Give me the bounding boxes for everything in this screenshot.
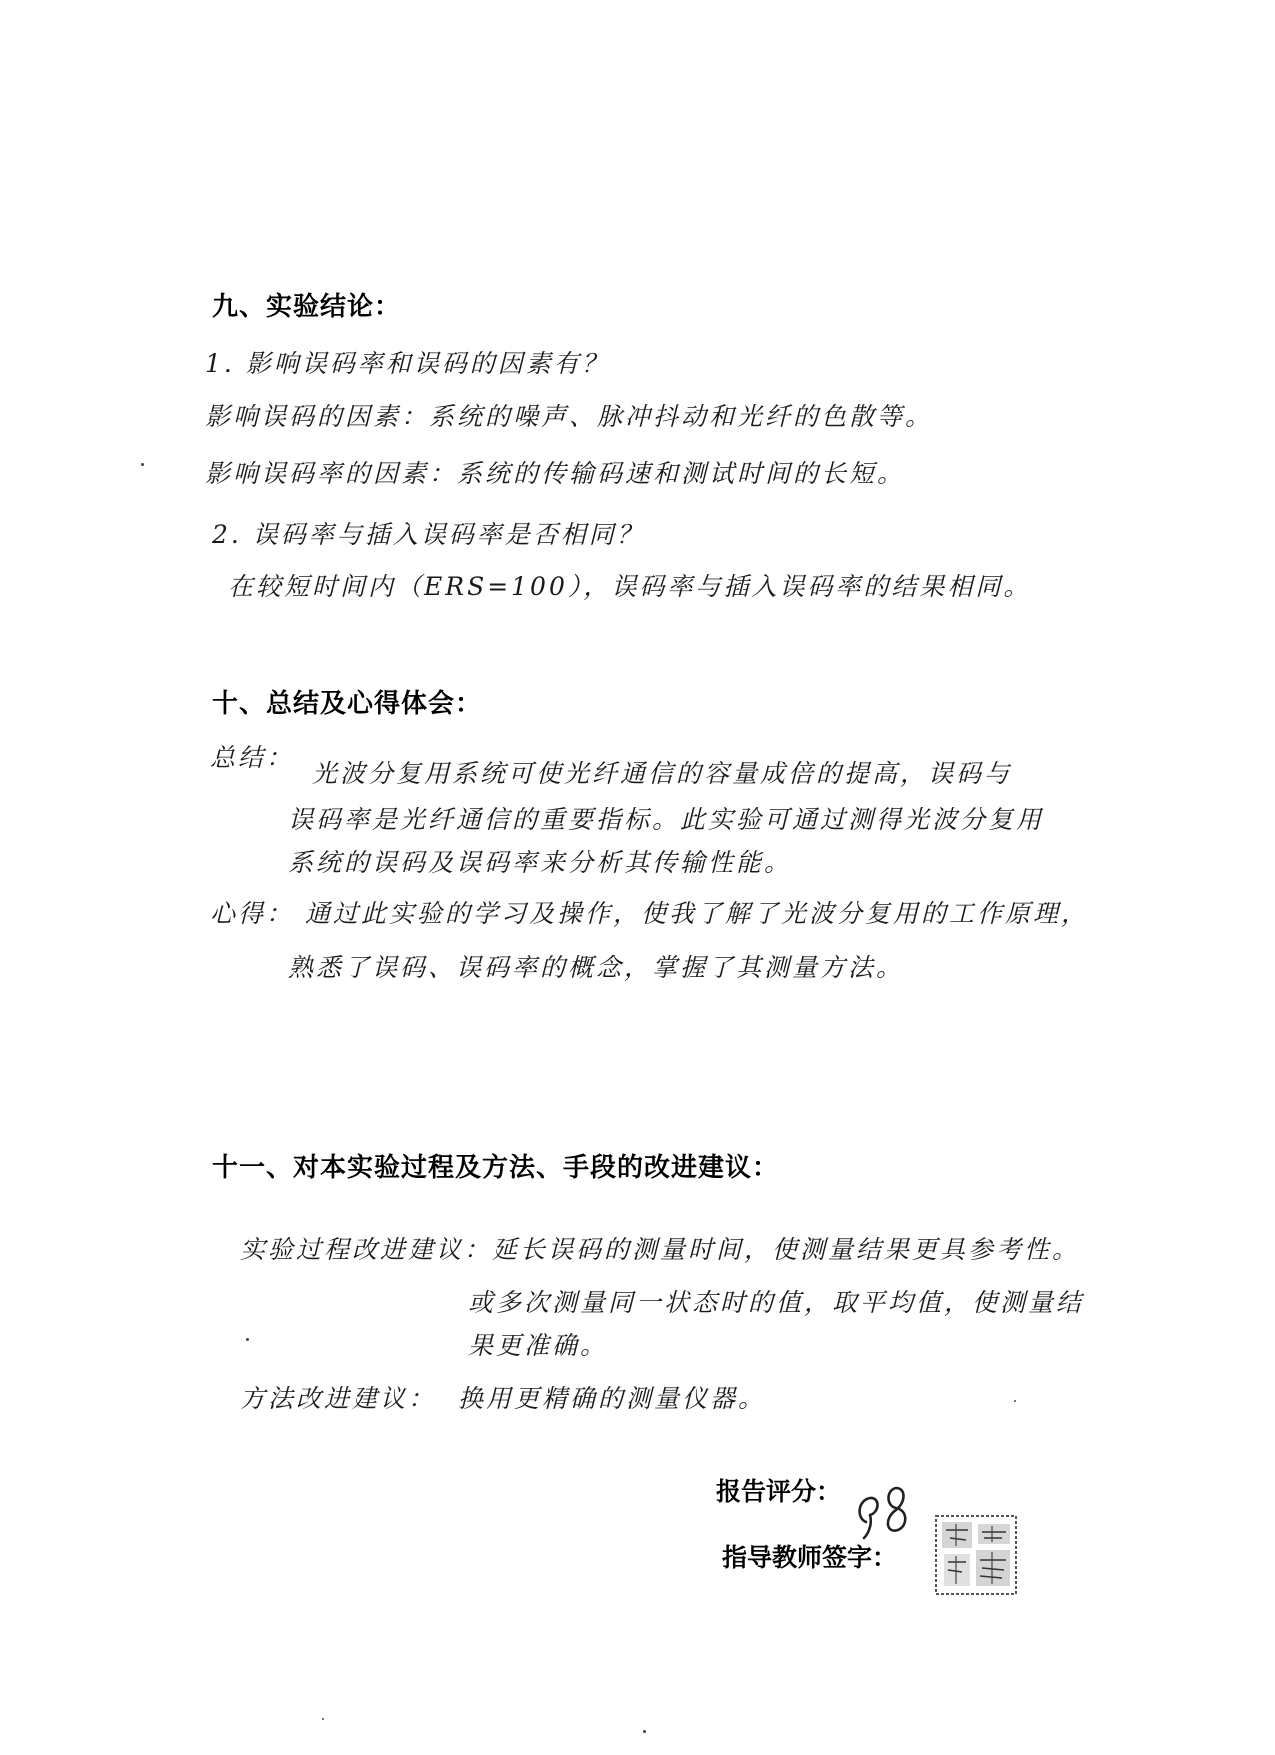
scan-speck xyxy=(141,463,144,466)
section-10-heading: 十、总结及心得体会： xyxy=(212,689,483,719)
summary-label: 总结： xyxy=(210,743,295,772)
process-improvement-line-3: 果更准确。 xyxy=(468,1331,609,1360)
insight-line-2: 熟悉了误码、误码率的概念，掌握了其测量方法。 xyxy=(288,953,905,982)
section-9-heading: 九、实验结论： xyxy=(212,292,402,322)
section-9-question-2: 2. 误码率与插入误码率是否相同？ xyxy=(212,520,645,549)
summary-line-3: 系统的误码及误码率来分析其传输性能。 xyxy=(288,848,793,877)
method-improvement-line-1: 换用更精确的测量仪器。 xyxy=(458,1384,767,1413)
handwritten-score-mark xyxy=(852,1482,922,1542)
scan-speck xyxy=(1014,1400,1016,1402)
instructor-signature-label: 指导教师签字： xyxy=(722,1543,898,1572)
scan-speck xyxy=(643,1730,646,1733)
signature-stamp xyxy=(932,1510,1022,1600)
insight-line-1: 通过此实验的学习及操作，使我了解了光波分复用的工作原理， xyxy=(305,899,1090,928)
section-9-answer-2: 在较短时间内（ERS=100），误码率与插入误码率的结果相同。 xyxy=(228,572,1032,601)
section-9-answer-1-line-1: 影响误码的因素：系统的噪声、脉冲抖动和光纤的色散等。 xyxy=(205,402,934,431)
method-improvement-label: 方法改进建议： xyxy=(240,1384,437,1413)
summary-line-2: 误码率是光纤通信的重要指标。此实验可通过测得光波分复用 xyxy=(288,805,1045,834)
report-score-label: 报告评分： xyxy=(716,1477,842,1506)
insight-label: 心得： xyxy=(210,899,295,928)
summary-line-1: 光波分复用系统可使光纤通信的容量成倍的提高，误码与 xyxy=(312,759,1013,788)
section-11-heading: 十一、对本实验过程及方法、手段的改进建议： xyxy=(212,1153,780,1183)
section-9-answer-1-line-2: 影响误码率的因素：系统的传输码速和测试时间的长短。 xyxy=(205,459,906,488)
process-improvement-line-2: 或多次测量同一状态时的值，取平均值，使测量结 xyxy=(468,1288,1085,1317)
process-improvement-label: 实验过程改进建议： xyxy=(240,1235,493,1264)
process-improvement-line-1: 延长误码的测量时间，使测量结果更具参考性。 xyxy=(492,1235,1081,1264)
section-9-question-1: 1. 影响误码率和误码的因素有？ xyxy=(205,349,610,378)
scan-speck xyxy=(322,1718,324,1720)
scan-speck xyxy=(246,1338,249,1341)
